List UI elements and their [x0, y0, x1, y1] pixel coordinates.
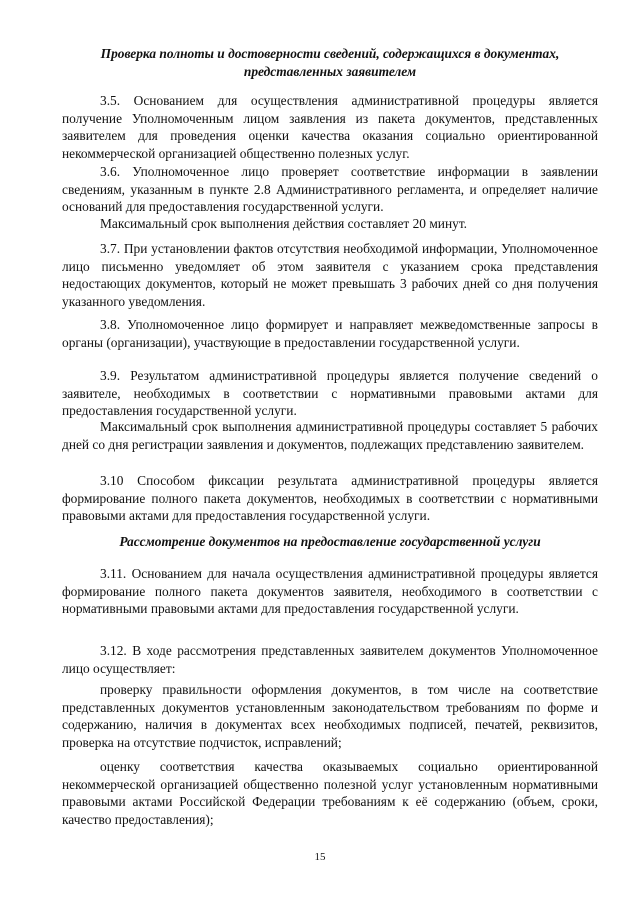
paragraph-3-11: 3.11. Основанием для начала осуществления административной процедуры является формирование полного пакета документов заявителя, необходимого в соответствии с нормативными правовыми актами для предоставления государственной услуги. [62, 566, 598, 617]
section-heading-review: Рассмотрение документов на предоставление государственной услуги [119, 534, 541, 549]
paragraph-time-limit-2: Максимальный срок выполнения административной процедуры составляет 5 рабочих дней со дня регистрации заявления и документов, подлежащих представлению заявителем. [62, 419, 598, 452]
paragraph-3-9: 3.9. Результатом административной процедуры является получение сведений о заявителе, необходимых в соответствии с нормативными правовыми актами для предоставления государственной услуги. [62, 368, 598, 419]
paragraph-time-limit-1: Максимальный срок выполнения действия составляет 20 минут. [100, 216, 468, 231]
paragraph-3-10: 3.10 Способом фиксации результата административной процедуры является формирование полного пакета документов, необходимых в соответствии с нормативными правовыми актами для предоставления государственной услуги. [62, 473, 598, 524]
paragraph-check-documents: проверку правильности оформления документов, в том числе на соответствие представленных документов установленным законодательством требованиям по форме и содержанию, наличия в документах всех необходимых подписей, печатей, реквизитов, проверка на отсутствие подчисток, исправлений; [62, 682, 598, 750]
paragraph-3-5: 3.5. Основанием для осуществления административной процедуры является получение Уполномоченным лицом заявления из пакета документов, представленных заявителем для проведения оценки качества оказания социально ориентированной некоммерческой организацией общественно полезных услуг. [62, 93, 598, 161]
page-number: 15 [314, 851, 326, 863]
paragraph-quality-assessment: оценку соответствия качества оказываемых социально ориентированной некоммерческой организацией общественно полезной услуг установленным нормативными правовыми актами Российской Федерации требованиям к её содержанию (объем, сроки, качество предоставления); [62, 759, 598, 827]
paragraph-3-8: 3.8. Уполномоченное лицо формирует и направляет межведомственные запросы в органы (организации), участвующие в предоставлении государственной услуги. [62, 317, 598, 350]
section-heading-verification: Проверка полноты и достоверности сведений, содержащихся в документах, представленных заявителем [100, 46, 560, 79]
paragraph-3-7: 3.7. При установлении фактов отсутствия необходимой информации, Уполномоченное лицо письменно уведомляет об этом заявителя с указанием срока представления недостающих документов, который не может превышать 3 рабочих дней со дня получения указанного уведомления. [62, 241, 598, 309]
paragraph-3-6: 3.6. Уполномоченное лицо проверяет соответствие информации в заявлении сведениям, указанным в пункте 2.8 Административного регламента, и определяет наличие оснований для предоставления государственной услуги. [62, 164, 598, 215]
paragraph-3-12: 3.12. В ходе рассмотрения представленных заявителем документов Уполномоченное лицо осуществляет: [62, 643, 598, 676]
